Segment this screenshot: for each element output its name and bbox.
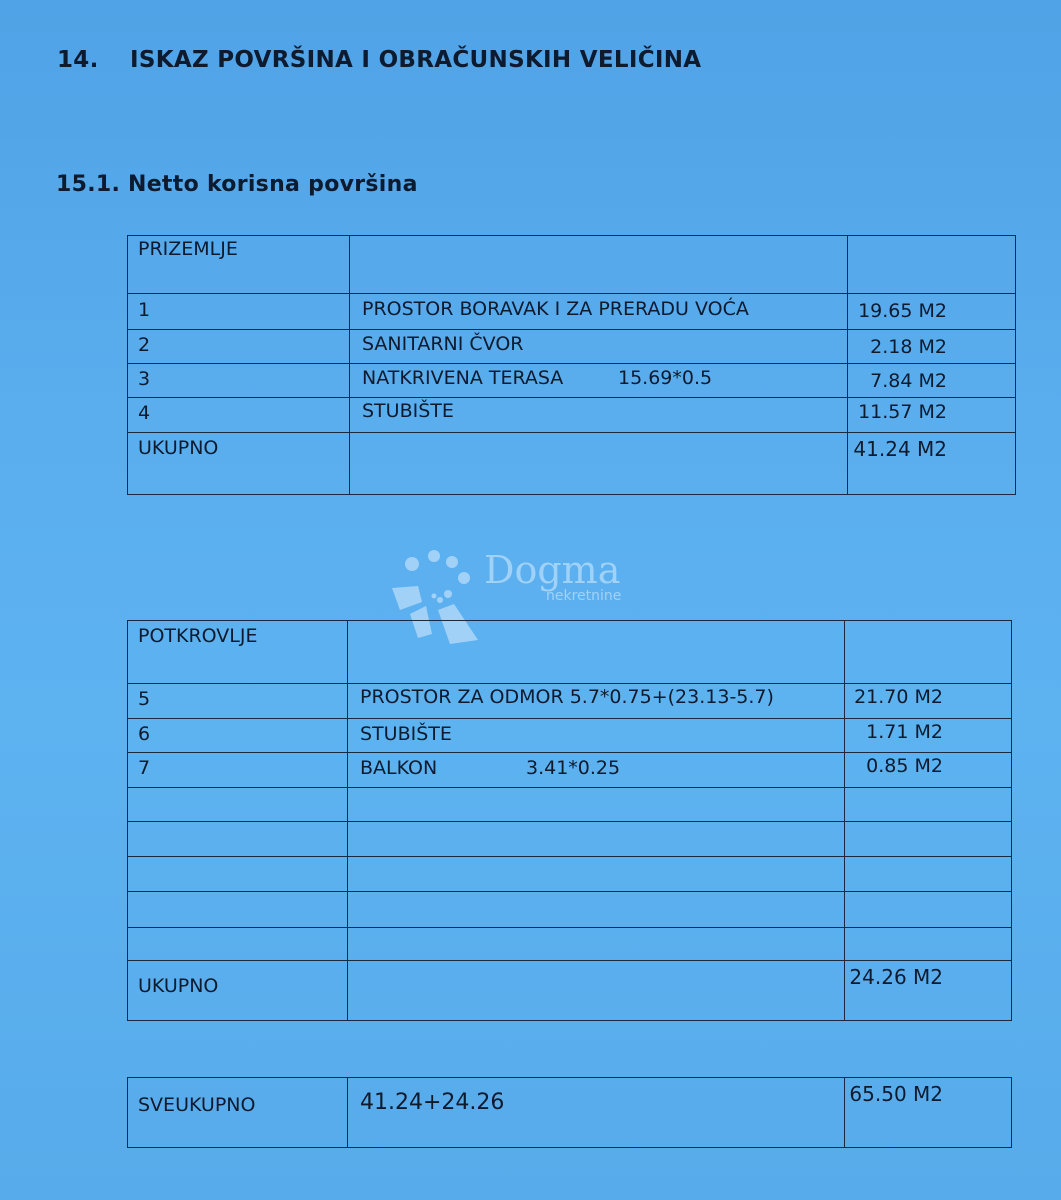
table-row [128,753,1012,788]
row-description: PROSTOR ZA ODMOR 5.7*0.75+(23.13-5.7) [348,684,845,719]
watermark-sub: nekretnine [546,588,622,604]
row-number: 3 [128,364,350,398]
row-number: 6 [128,719,348,753]
section-number: 14. [57,47,99,73]
table-row [128,398,1016,433]
total-value: 41.24 M2 [848,433,1016,495]
grand-total-formula: 41.24+24.26 [348,1078,845,1148]
attic-table [127,620,1012,1021]
table-row [128,719,1012,753]
row-formula: 3.41*0.25 [526,757,621,779]
row-description-cell [348,753,845,788]
empty-row [128,857,1012,892]
row-number: 5 [128,684,348,719]
section-heading [57,47,99,73]
row-area: 1.71 M2 [845,719,1012,753]
empty-row [128,892,1012,928]
row-number: 2 [128,330,350,364]
row-area: 2.18 M2 [848,330,1016,364]
subsection-title: Netto korisna površina [128,172,418,197]
row-description-cell [350,364,848,398]
ground-floor-table [127,235,1016,495]
table-row [128,684,1012,719]
table-header-row [128,236,1016,294]
empty-row [128,788,1012,822]
row-area: 7.84 M2 [848,364,1016,398]
empty-row [128,928,1012,961]
row-description: NATKRIVENA TERASA [362,367,564,389]
total-label: UKUPNO [128,433,350,495]
table-row [128,294,1016,330]
row-area: 0.85 M2 [845,753,1012,788]
row-description: SANITARNI ČVOR [350,330,848,364]
row-description: PROSTOR BORAVAK I ZA PRERADU VOĆA [350,294,848,330]
row-area: 21.70 M2 [845,684,1012,719]
row-formula: 15.69*0.5 [618,367,713,389]
table-header-row [128,621,1012,684]
watermark-brand: Dogma [484,548,621,592]
total-row [128,433,1016,495]
grand-total-label: SVEUKUPNO [128,1078,348,1148]
table-row [128,364,1016,398]
subsection-number: 15.1. [56,172,121,197]
row-description: STUBIŠTE [348,719,845,753]
total-label: UKUPNO [128,961,348,1021]
grand-total-table [127,1077,1012,1148]
empty-row [128,822,1012,857]
row-number: 4 [128,398,350,433]
table-row [128,330,1016,364]
section-title: ISKAZ POVRŠINA I OBRAČUNSKIH VELIČINA [130,47,702,73]
row-number: 1 [128,294,350,330]
grand-total-value: 65.50 M2 [845,1078,1012,1148]
row-description: STUBIŠTE [350,398,848,433]
row-area: 11.57 M2 [848,398,1016,433]
total-row [128,961,1012,1021]
row-number: 7 [128,753,348,788]
floor-label: POTKROVLJE [128,621,348,684]
floor-label: PRIZEMLJE [128,236,350,294]
row-description: BALKON [360,757,438,779]
grand-total-row [128,1078,1012,1148]
total-value: 24.26 M2 [845,961,1012,1021]
row-area: 19.65 M2 [848,294,1016,330]
